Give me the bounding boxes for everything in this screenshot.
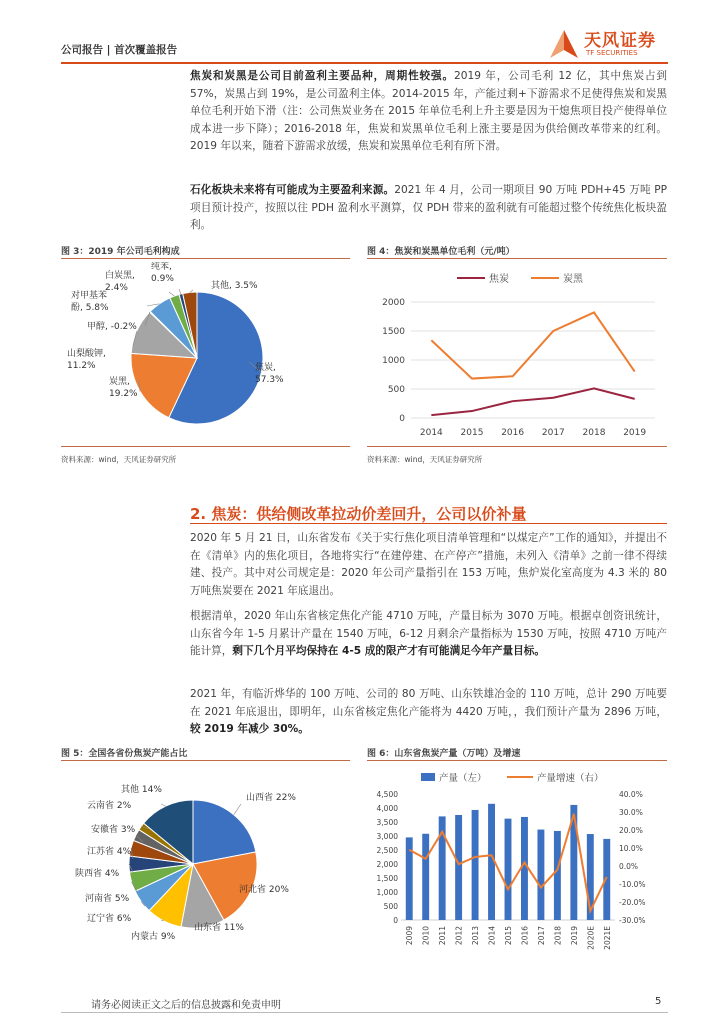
y-tick-label: 1000: [382, 356, 405, 366]
x-tick-label: 2018: [553, 926, 563, 946]
pie-label: 白炭黑,: [105, 271, 135, 281]
pie-value-label: 57.3%: [255, 375, 284, 385]
paragraph-body: 2019 年，公司毛利 12 亿，其中焦炭占到 57%，炭黑占到 19%，是公司盈利主体。2014-2015 年，产能过剩+下游需求不足使得焦炭和炭黑单位毛利开始下滑（注：公司焦炭业务在 2015 年单位毛利上升主要是因为干熄焦项目投产使得单位成本进一步下降）；2016-2018 年，焦炭和炭黑单位毛利上涨主要是因为供给侧改革带来的红利。2019 年以来，随着下游需求放缓，焦炭和炭黑单位毛利有所下滑。: [190, 70, 668, 153]
pie-label: 山梨酸钾,: [67, 349, 106, 359]
bar: [406, 837, 413, 920]
paragraph-body: 2021 年，有临沂烨华的 100 万吨、公司的 80 万吨、山东铁雄冶金的 110 万吨，总计 290 万吨要在 2021 年底退出，即明年，山东省核定焦化产能将为 4420 万吨，，我们预计产量为 2896 万吨，: [190, 688, 667, 718]
x-tick-label: 2020E: [586, 926, 596, 950]
bar: [422, 834, 429, 920]
brand-logo: [548, 26, 668, 66]
bar: [603, 839, 610, 920]
x-tick-label: 2017: [541, 428, 565, 438]
pie-value-label: 2.4%: [105, 283, 128, 293]
y-left-tick-label: 4,000: [376, 804, 398, 813]
section-rule: [190, 523, 667, 524]
fig4-line-chart: [367, 262, 667, 442]
fig4-source: 资料来源：wind，天风证券研究所: [367, 455, 483, 464]
y-right-tick-label: 0.0%: [619, 862, 639, 871]
y-tick-label: 2000: [382, 298, 405, 308]
y-left-tick-label: 0: [393, 916, 398, 925]
y-right-tick-label: 30.0%: [619, 808, 643, 817]
pie-leader-line: [179, 289, 181, 294]
paragraph-profit-structure: [190, 68, 667, 156]
fig5-pie-chart: [61, 764, 350, 956]
series-line-2: [431, 312, 634, 378]
fig5-title: 图 5：全国各省份焦炭产能占比: [61, 749, 188, 759]
pie-label: 内蒙古 9%: [131, 932, 176, 942]
pie-label: 陕西省 4%: [75, 869, 120, 879]
fig6-title: 图 6：山东省焦炭产量（万吨）及增速: [367, 749, 521, 759]
legend-swatch: [421, 773, 435, 781]
bar: [554, 831, 561, 920]
y-left-tick-label: 1,000: [376, 888, 398, 897]
report-header: 公司报告 | 首次覆盖报告: [61, 44, 178, 56]
paragraph-capacity: [190, 608, 667, 661]
pie-label: 河南省 5%: [85, 894, 130, 904]
paragraph-body: 根据清单，2020 年山东省核定焦化产能 4710 万吨，产量目标为 3070 万吨。根据卓创资讯统计，山东省今年 1-5 月累计产量在 1540 万吨，6-12 月剩余产量指标为 1530 万吨，按照 4710 万吨产能计算，: [190, 610, 667, 658]
x-tick-label: 2017: [536, 926, 546, 946]
y-tick-label: 1500: [382, 327, 405, 337]
fig6-rule: [367, 760, 667, 761]
x-tick-label: 2015: [460, 428, 484, 438]
header-rule: [61, 62, 668, 64]
paragraph-emphasis: 较 2019 年减少 30%。: [190, 723, 309, 736]
fig4-rule: [367, 258, 667, 259]
bar: [472, 810, 479, 920]
x-tick-label: 2021E: [602, 926, 612, 950]
fig4-title: 图 4：焦炭和炭黑单位毛利（元/吨）: [367, 247, 515, 257]
footer-rule: [61, 1012, 668, 1013]
pie-label: 河北省 20%: [239, 885, 289, 895]
x-tick-label: 2014: [487, 926, 497, 946]
paragraph-forecast: [190, 686, 667, 739]
y-left-tick-label: 3,000: [376, 832, 398, 841]
fig3-rule: [61, 258, 350, 259]
pie-label: 甲醇, -0.2%: [87, 322, 137, 332]
bar: [537, 830, 544, 920]
pie-value-label: 19.2%: [109, 389, 138, 399]
pie-label: 安徽省 3%: [91, 825, 136, 835]
paragraph-petrochem: [190, 182, 667, 235]
fig6-combo-chart: [367, 764, 667, 956]
x-tick-label: 2014: [419, 428, 443, 438]
y-right-tick-label: -20.0%: [619, 898, 646, 907]
pie-value-label: 11.2%: [67, 361, 96, 371]
fig3-pie-chart: [61, 262, 350, 442]
legend-label: 焦炭: [489, 274, 509, 285]
series-line-1: [431, 388, 634, 415]
y-right-tick-label: 40.0%: [619, 790, 643, 799]
y-right-tick-label: 10.0%: [619, 844, 643, 853]
x-tick-label: 2019: [569, 926, 579, 946]
x-tick-label: 2010: [421, 926, 431, 946]
x-tick-label: 2011: [438, 926, 448, 946]
fig5-rule: [61, 760, 350, 761]
paragraph-lead: 石化板块未来将有可能成为主要盈利来源。: [190, 184, 395, 196]
pie-label: 纯苯,: [151, 262, 172, 272]
y-right-tick-label: -30.0%: [619, 916, 646, 925]
fig4-bottom-rule: [367, 446, 667, 447]
y-left-tick-label: 4,500: [376, 790, 398, 799]
bar: [455, 815, 462, 920]
pie-label: 对甲基苯: [71, 291, 108, 301]
pie-label: 山东省 11%: [194, 923, 244, 933]
y-right-tick-label: -10.0%: [619, 880, 646, 889]
bar: [521, 817, 528, 920]
x-tick-label: 2019: [623, 428, 647, 438]
fig3-source: 资料来源：wind，天风证券研究所: [61, 455, 177, 464]
x-tick-label: 2015: [504, 926, 513, 946]
paragraph-body: 2021 年 4 月，公司一期项目 90 万吨 PDH+45 万吨 PP 项目预计投产，按照以往 PDH 盈利水平测算，仅 PDH 带来的盈利就有可能超过整个传统焦化板块盈利。: [190, 184, 668, 232]
section-title: 2. 焦炭：供给侧改革拉动价差回升，公司以价补量: [190, 505, 527, 523]
logo-subtext: TF SECURITIES: [586, 49, 638, 57]
y-left-tick-label: 1,500: [376, 874, 398, 883]
x-tick-label: 2012: [454, 926, 464, 946]
x-tick-label: 2016: [501, 428, 525, 438]
paragraph-emphasis: 剩下几个月平均保持在 4-5 成的限产才有可能满足今年产量目标。: [232, 645, 545, 658]
fig3-bottom-rule: [61, 446, 350, 447]
legend-label: 产量增速（右）: [537, 773, 604, 784]
pie-value-label: 0.9%: [151, 274, 174, 284]
x-tick-label: 2013: [471, 926, 481, 946]
legend-label: 炭黑: [563, 274, 583, 285]
logo-text: 天风证券: [584, 31, 656, 51]
x-tick-label: 2009: [405, 926, 415, 946]
pie-label: 辽宁省 6%: [87, 914, 132, 924]
bar: [505, 819, 512, 920]
pie-label: 云南省 2%: [87, 801, 132, 811]
y-left-tick-label: 3,500: [376, 818, 398, 827]
y-tick-label: 0: [399, 414, 405, 424]
page-number: 5: [655, 996, 662, 1007]
pie-label: 其他, 3.5%: [211, 281, 258, 291]
pie-leader-line: [169, 292, 174, 296]
brand-logo-icon: [548, 28, 580, 60]
y-left-tick-label: 2,000: [376, 860, 398, 869]
paragraph-lead: 焦炭和炭黑是公司目前盈利主要品种，周期性较强。: [190, 70, 454, 82]
pie-label: 山西省 22%: [246, 793, 296, 803]
pie-leader-line: [234, 804, 241, 815]
y-left-tick-label: 2,500: [376, 846, 398, 855]
y-right-tick-label: 20.0%: [619, 826, 643, 835]
pie-label: 炭黑,: [109, 377, 130, 387]
y-left-tick-label: 500: [383, 902, 398, 911]
legend-label: 产量（左）: [439, 773, 487, 784]
pie-value-label: 酚, 5.8%: [71, 303, 109, 313]
pie-label: 焦炭,: [255, 363, 276, 373]
pie-label: 其他 14%: [121, 785, 162, 795]
footer-disclaimer: 请务必阅读正文之后的信息披露和免责申明: [91, 1000, 281, 1011]
pie-leader-line: [161, 804, 166, 806]
x-tick-label: 2016: [520, 926, 530, 946]
paragraph-policy: 2020 年 5 月 21 日，山东省发布《关于实行焦化项目清单管理和“以煤定产”工作的通知》，并提出不在《清单》内的焦化项目，各地将实行“在建停建、在产停产”措施，未列入《清单》之前一律不得续建、投产。其中对公司规定是：2020 年公司产量指引在 153 万吨，焦炉炭化室高度为 4.3 米的 80 万吨焦炭要在 2021 年底退出。: [190, 532, 667, 597]
pie-label: 江苏省 4%: [87, 847, 132, 857]
x-tick-label: 2018: [582, 428, 606, 438]
fig3-title: 图 3：2019 年公司毛利构成: [61, 247, 180, 257]
y-tick-label: 500: [387, 385, 405, 395]
